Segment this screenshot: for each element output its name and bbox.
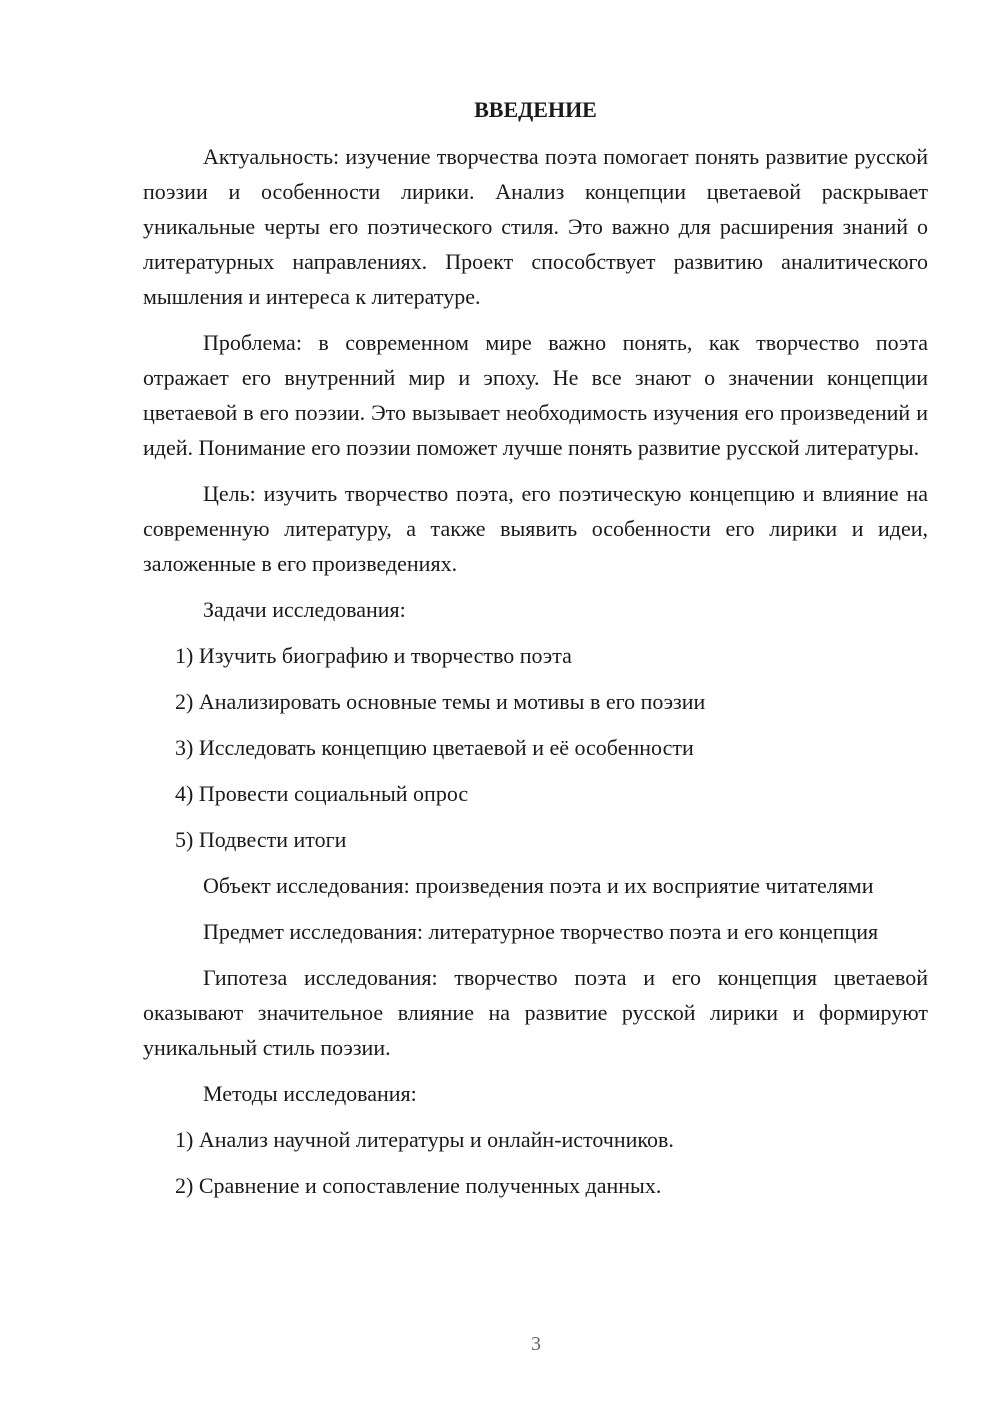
problem-paragraph: Проблема: в современном мире важно понять, как творчество поэта отражает его внутренний мир и эпоху. Не все знают о значении концепции цветаевой в его поэзии. Это вызывает необходимость изучения его произведений и идей. Понимание его поэзии поможет лучше понять развитие русской литературы. — [143, 330, 928, 460]
list-item: 3) Исследовать концепцию цветаевой и её особенности — [175, 735, 694, 760]
list-item: 1) Анализ научной литературы и онлайн-источников. — [175, 1127, 674, 1152]
section-title: ВВЕДЕНИЕ — [474, 97, 597, 122]
list-item: 2) Сравнение и сопоставление полученных данных. — [175, 1173, 662, 1198]
object-paragraph: Объект исследования: произведения поэта и их восприятие читателями — [203, 873, 874, 898]
list-item: 5) Подвести итоги — [175, 827, 347, 852]
goal-paragraph: Цель: изучить творчество поэта, его поэтическую концепцию и влияние на современную литературу, а также выявить особенности его лирики и идеи, заложенные в его произведениях. — [143, 481, 928, 576]
tasks-list — [143, 638, 928, 857]
relevance-paragraph: Актуальность: изучение творчества поэта помогает понять развитие русской поэзии и особенности лирики. Анализ концепции цветаевой раскрывает уникальные черты его поэтического стиля. Это важно для расширения знаний о литературных направлениях. Проект способствует развитию аналитического мышления и интереса к литературе. — [143, 144, 928, 309]
page-content — [143, 95, 928, 1214]
subject-paragraph: Предмет исследования: литературное творчество поэта и его концепция — [203, 919, 879, 944]
list-item: 2) Анализировать основные темы и мотивы в его поэзии — [175, 689, 706, 714]
methods-heading: Методы исследования: — [203, 1081, 417, 1106]
list-item: 4) Провести социальный опрос — [175, 781, 469, 806]
hypothesis-paragraph: Гипотеза исследования: творчество поэта и его концепция цветаевой оказывают значительное влияние на развитие русской лирики и формируют уникальный стиль поэзии. — [143, 965, 928, 1060]
page-number: 3 — [531, 1333, 541, 1355]
list-item: 1) Изучить биографию и творчество поэта — [175, 643, 572, 668]
tasks-heading: Задачи исследования: — [203, 597, 406, 622]
methods-list — [143, 1122, 928, 1203]
